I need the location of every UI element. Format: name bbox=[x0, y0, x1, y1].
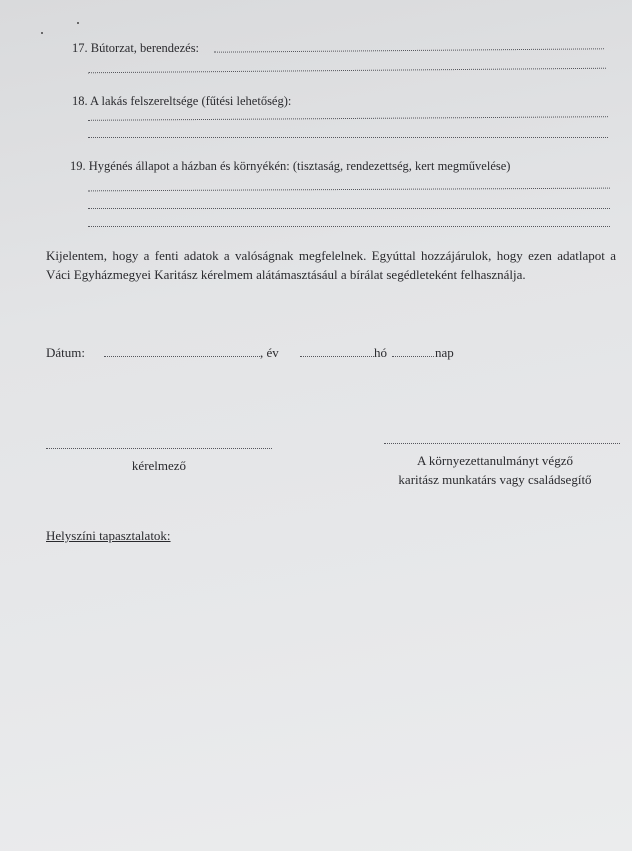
notes-area[interactable] bbox=[46, 552, 616, 832]
item-18-line-1[interactable] bbox=[88, 116, 608, 121]
declaration-text: Kijelentem, hogy a fenti adatok a valóságnak megfelelnek. Egyúttal hozzájárulok, hogy ezen adatlapot a Váci Egyházmegyei Karitász kérelmem alátámasztásául a bírálat segédleteként felhasználja. bbox=[46, 248, 616, 282]
date-place-field[interactable] bbox=[104, 356, 260, 357]
item-19-line-2[interactable] bbox=[88, 208, 610, 209]
date-month-label: hó bbox=[374, 345, 387, 360]
applicant-signature-line[interactable] bbox=[46, 448, 272, 449]
date-label: Dátum: bbox=[46, 345, 85, 360]
date-day-label: nap bbox=[435, 345, 454, 360]
applicant-label: kérelmező bbox=[131, 458, 187, 473]
item-19-line-3[interactable] bbox=[88, 226, 610, 227]
notes-heading: Helyszíni tapasztalatok: bbox=[46, 528, 171, 543]
stray-mark bbox=[77, 22, 79, 24]
date-year-label: , év bbox=[260, 345, 279, 360]
item-17-line-1[interactable] bbox=[214, 48, 604, 52]
item-18-line-2[interactable] bbox=[88, 137, 608, 138]
item-19-line-1[interactable] bbox=[88, 188, 610, 192]
worker-signature-line[interactable] bbox=[384, 443, 620, 444]
item-17-line-2[interactable] bbox=[88, 68, 606, 74]
item-18-label: 18. A lakás felszereltsége (fűtési lehetőség): bbox=[72, 94, 292, 108]
item-19-label: 19. Hygénés állapot a házban és környékén: (tisztaság, rendezettség, kert megművelése) bbox=[70, 159, 511, 173]
worker-label-line-1: A környezettanulmányt végző bbox=[417, 453, 573, 468]
item-17-label: 17. Bútorzat, berendezés: bbox=[72, 41, 200, 55]
worker-label-line-2: karitász munkatárs vagy családsegítő bbox=[398, 472, 592, 487]
date-year-field[interactable] bbox=[300, 356, 374, 357]
date-month-field[interactable] bbox=[392, 356, 434, 357]
stray-mark bbox=[41, 32, 43, 34]
